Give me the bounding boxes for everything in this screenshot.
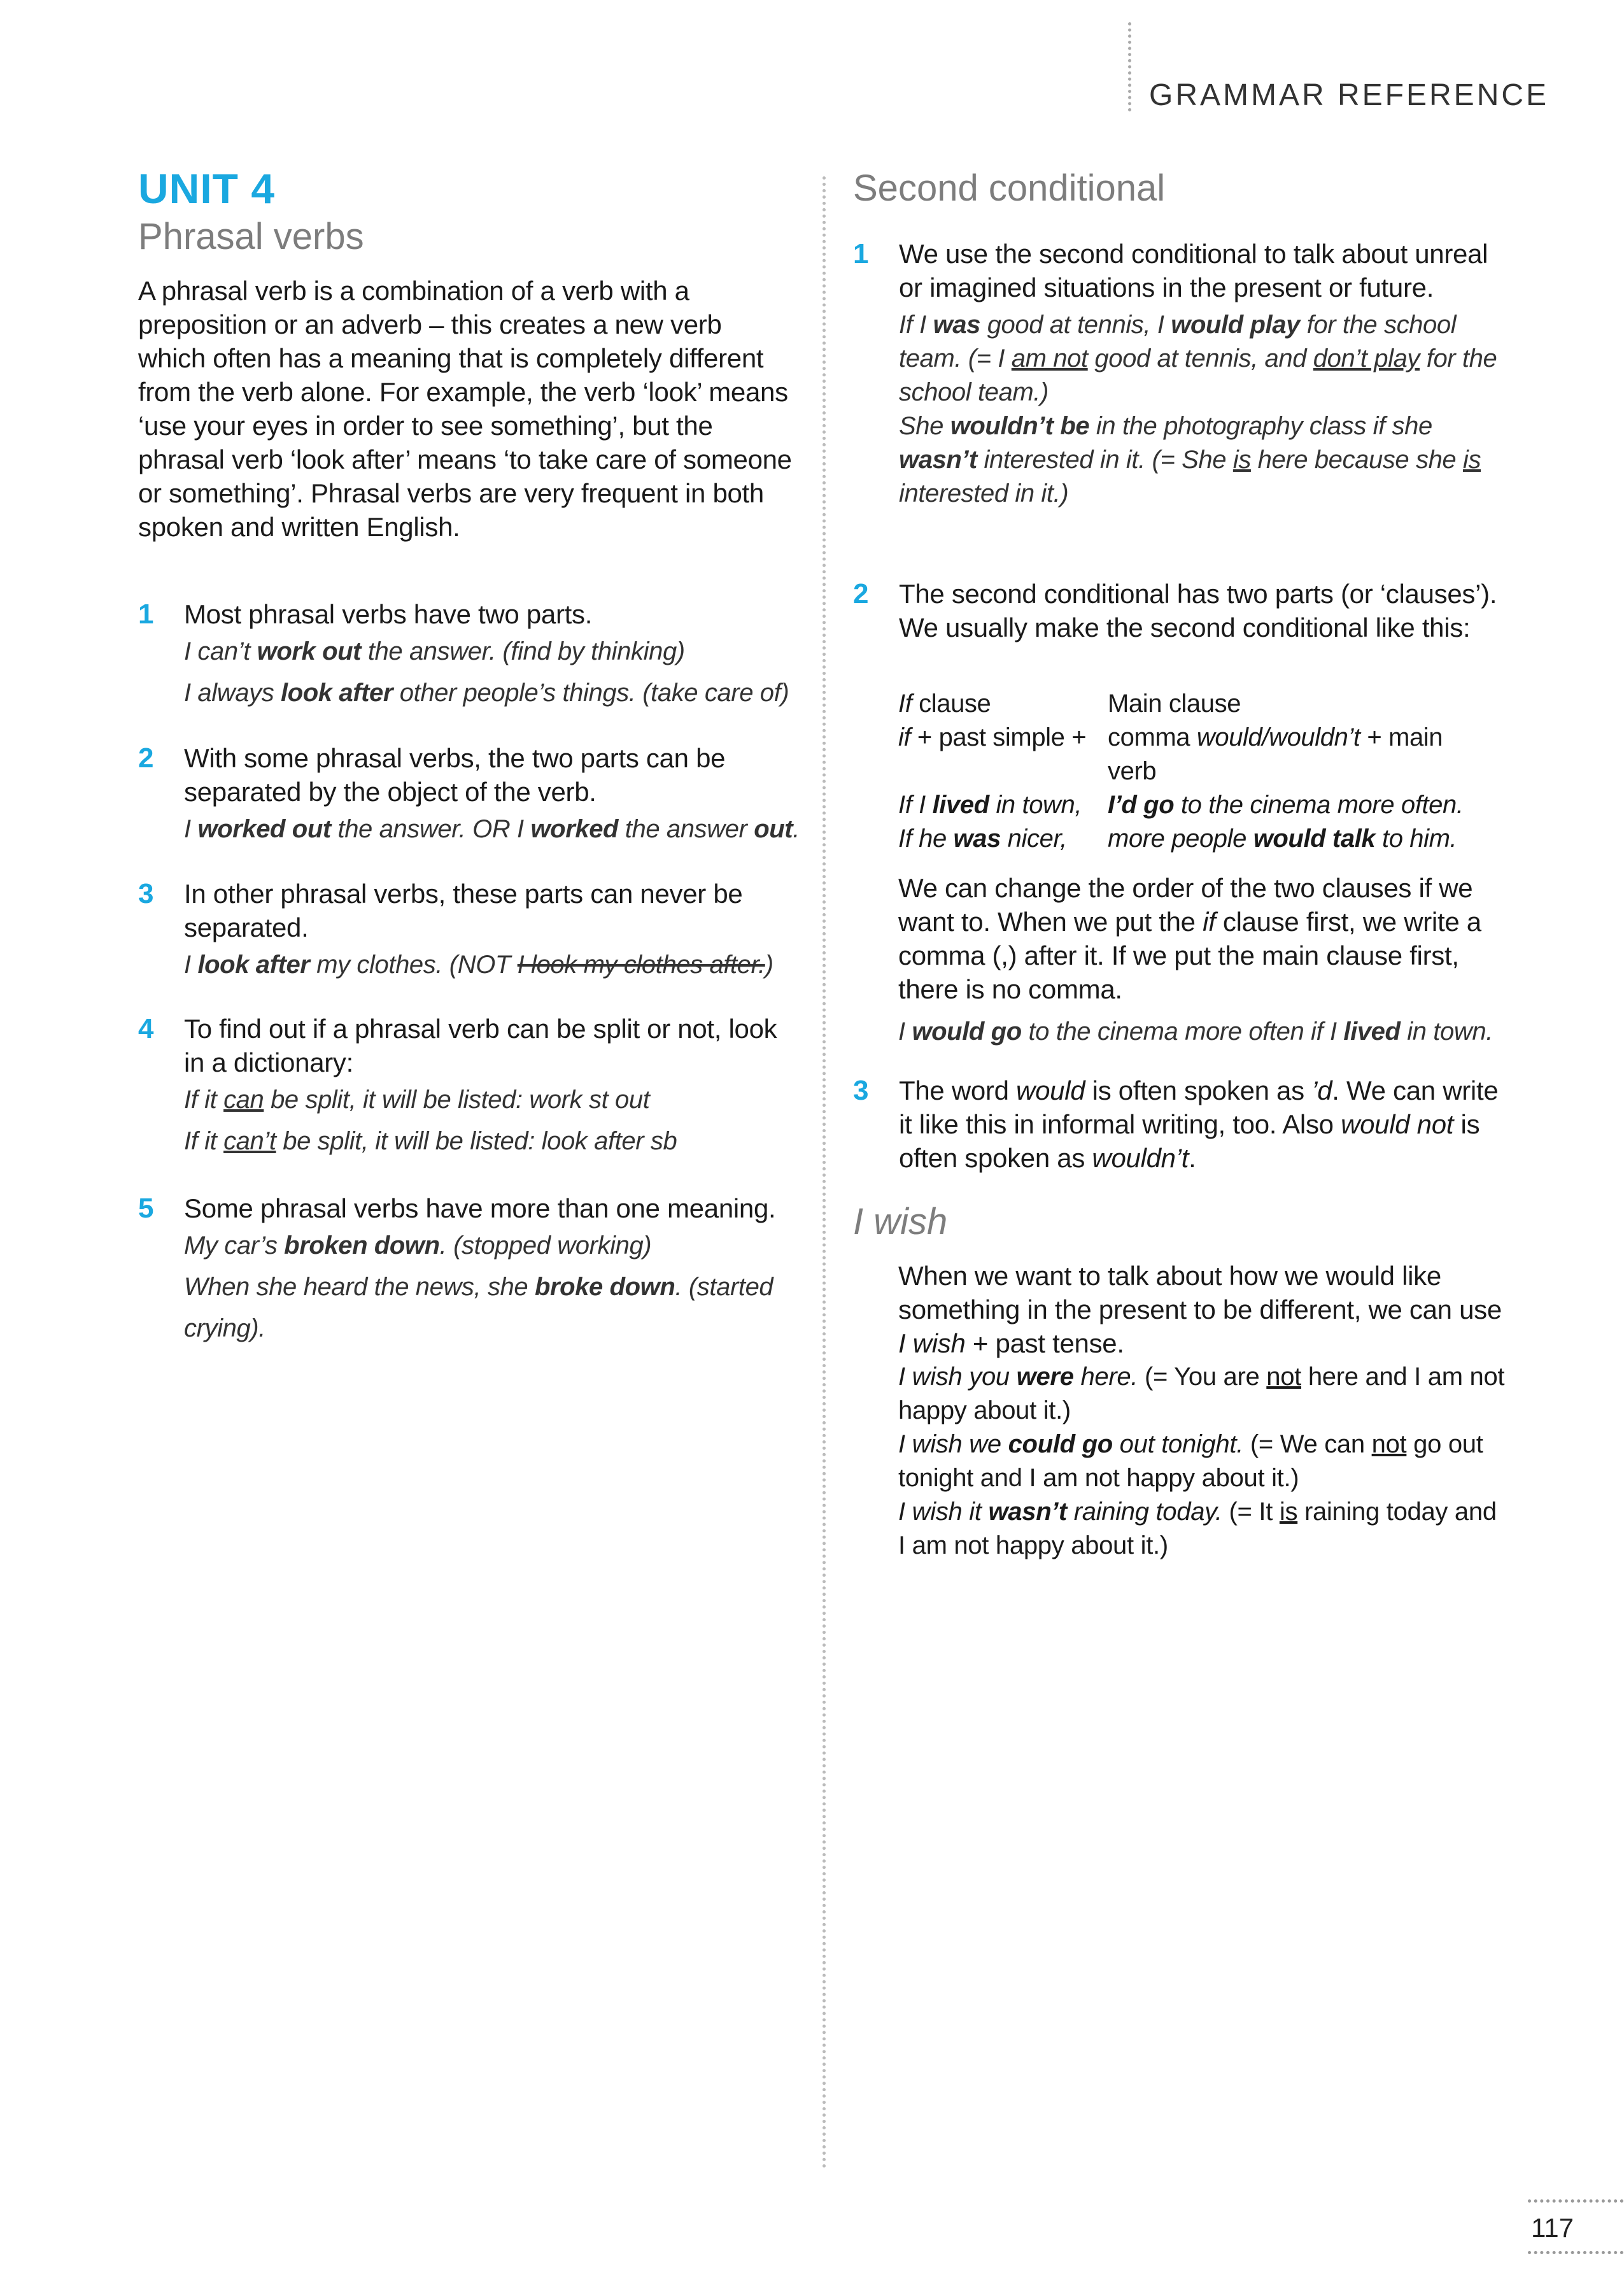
text-run: to the cinema more often if I xyxy=(1021,1018,1344,1046)
example xyxy=(184,809,800,850)
text-run: I wish we xyxy=(898,1430,1008,1458)
text-run: would not xyxy=(1341,1109,1454,1139)
text-run: not xyxy=(1266,1363,1301,1391)
text-run: I wish it xyxy=(898,1498,989,1526)
text-run: don’t play xyxy=(1313,344,1420,373)
intro-paragraph: A phrasal verb is a combination of a verb with a preposition or an adverb – this creates a new verb which often has a meaning that is completely different from the verb alone. For example, the verb ‘look’ means ‘use your eyes in order to see something’, but the phrasal verb ‘look after’ means ‘to take care of someone or something’. Phrasal verbs are very frequent in both spoken and written English. xyxy=(138,276,792,542)
text-run: wasn’t xyxy=(899,446,977,474)
rule-text: In other phrasal verbs, these parts can never be separated. xyxy=(184,879,743,942)
text-run: interested in it. (= She xyxy=(977,446,1233,474)
example xyxy=(184,631,800,672)
i-wish-heading: I wish xyxy=(853,1201,948,1242)
rule-number: 3 xyxy=(138,878,154,909)
text-run: When we want to talk about how we would like something in the present to be different, we can use xyxy=(898,1261,1502,1324)
page-number: 117 xyxy=(1531,2213,1574,2243)
text-run: If I xyxy=(898,791,933,819)
text-run: worked out xyxy=(197,815,331,843)
text-run: my clothes. (NOT xyxy=(309,951,518,979)
text-run: look after xyxy=(197,951,310,979)
rule-number: 1 xyxy=(138,599,154,630)
rule-text xyxy=(899,1074,1509,1175)
rule-text: We use the second conditional to talk about unreal or imagined situations in the present or future. xyxy=(899,239,1488,302)
text-run: If it xyxy=(184,1086,224,1114)
text-run: . (stopped working) xyxy=(439,1232,652,1260)
text-run: the answer. (find by thinking) xyxy=(361,637,685,665)
example xyxy=(184,1267,800,1349)
text-run: to him. xyxy=(1375,825,1457,853)
text-run: When she heard the news, she xyxy=(184,1273,535,1301)
rule-text: To find out if a phrasal verb can be split or not, look in a dictionary: xyxy=(184,1014,777,1077)
text-run: the answer xyxy=(618,815,754,843)
text-run: in town. xyxy=(1400,1018,1493,1046)
text-run: is often spoken as xyxy=(899,1109,1480,1173)
text-run: can’t xyxy=(223,1127,276,1155)
text-run: I xyxy=(184,951,198,979)
table-cell xyxy=(898,721,1108,788)
text-run: broke down xyxy=(534,1273,675,1301)
i-wish-text xyxy=(898,1259,1509,1360)
text-run: + past simple + xyxy=(910,723,1087,751)
text-run: out xyxy=(754,815,793,843)
text-run: raining today. xyxy=(1066,1498,1222,1526)
rule-item xyxy=(138,597,800,714)
text-run: other people’s things. (take care of) xyxy=(393,679,789,707)
text-run: If it xyxy=(184,1127,224,1155)
text-run: can xyxy=(223,1086,264,1114)
text-run: ’d xyxy=(1311,1076,1332,1105)
text-run: wouldn’t be xyxy=(950,412,1090,440)
text-run: lived xyxy=(932,791,989,819)
text-run: good at tennis, I xyxy=(980,311,1171,339)
text-run: nicer, xyxy=(1000,825,1067,853)
rule-item xyxy=(853,1074,1509,1175)
text-run: (= We can xyxy=(1243,1430,1372,1458)
text-run: is often spoken as xyxy=(1085,1076,1312,1105)
text-run: + past tense. xyxy=(965,1328,1124,1358)
text-run: (= You are xyxy=(1138,1363,1267,1391)
text-run: the answer. OR I xyxy=(330,815,531,843)
text-run: look after xyxy=(281,679,393,707)
table-header xyxy=(898,687,1108,721)
rule-item xyxy=(853,577,1509,644)
phrasal-verbs-heading: Phrasal verbs xyxy=(138,216,364,257)
rule-number: 5 xyxy=(138,1193,154,1224)
text-run: clause xyxy=(912,690,991,718)
text-run: in town, xyxy=(989,791,1082,819)
rule-text: The second conditional has two parts (or ‘clauses’). We usually make the second conditional like this: xyxy=(899,579,1497,643)
text-run: I look my clothes after. xyxy=(517,951,765,979)
clause-order-note xyxy=(898,871,1509,1006)
example xyxy=(184,1225,800,1267)
text-run: were xyxy=(1016,1363,1074,1391)
text-run: would play xyxy=(1171,311,1300,339)
text-run: here because she xyxy=(1250,446,1463,474)
table-cell xyxy=(898,788,1108,822)
conditional-table xyxy=(898,687,1464,856)
table-cell xyxy=(898,822,1108,856)
text-run: go out tonight and I am not happy about it.) xyxy=(898,1430,1483,1492)
page-number-rule xyxy=(1528,2199,1623,2203)
rule-text: With some phrasal verbs, the two parts can be separated by the object of the verb. xyxy=(184,743,726,807)
text-run: here and I am not happy about it.) xyxy=(898,1363,1505,1424)
example xyxy=(184,1121,800,1162)
text-run: lived xyxy=(1343,1018,1401,1046)
rule-item xyxy=(138,1191,800,1349)
text-run: was xyxy=(933,311,980,339)
text-run: could go xyxy=(1008,1430,1113,1458)
text-run: is xyxy=(1279,1498,1298,1526)
text-run: I wish you xyxy=(898,1363,1017,1391)
text-run: wasn’t xyxy=(988,1498,1067,1526)
text-run: not xyxy=(1371,1430,1407,1458)
text-run: would/wouldn’t xyxy=(1196,723,1360,751)
example xyxy=(898,1360,1509,1428)
text-run: She xyxy=(899,412,950,440)
example xyxy=(184,944,800,986)
text-run: would go xyxy=(912,1018,1022,1046)
text-run: Main clause xyxy=(1108,690,1241,718)
text-run: is xyxy=(1232,446,1251,474)
text-run: If he xyxy=(898,825,954,853)
text-run: If xyxy=(898,690,912,718)
example xyxy=(898,1428,1509,1495)
table-header xyxy=(1108,687,1464,721)
rule-number: 1 xyxy=(853,238,869,269)
text-run: I xyxy=(184,815,198,843)
table-cell xyxy=(1108,822,1464,856)
example xyxy=(184,1079,800,1121)
example xyxy=(898,1015,1509,1049)
text-run: for the school team.) xyxy=(899,344,1497,406)
page-number-rule xyxy=(1528,2251,1623,2254)
text-run: raining today and I am not happy about it.) xyxy=(898,1498,1497,1559)
rule-item xyxy=(138,741,800,850)
text-run: comma xyxy=(1108,723,1197,751)
text-run: wouldn’t xyxy=(1092,1143,1189,1173)
text-run: was xyxy=(953,825,1001,853)
table-cell xyxy=(1108,788,1464,822)
text-run: interested in it.) xyxy=(899,479,1069,508)
rule-text: Some phrasal verbs have more than one meaning. xyxy=(184,1193,776,1223)
text-run: good at tennis, and xyxy=(1087,344,1313,373)
rule-item xyxy=(853,237,1509,511)
text-run: out tonight. xyxy=(1112,1430,1244,1458)
text-run: I’d go xyxy=(1108,791,1175,819)
text-run: If I xyxy=(899,311,933,339)
text-run: . (started crying). xyxy=(184,1273,773,1342)
section-title: GRAMMAR REFERENCE xyxy=(1149,78,1550,112)
text-run: We can change the order of the two clauses if we want to. When we put the xyxy=(898,873,1473,937)
second-conditional-heading: Second conditional xyxy=(853,167,1166,209)
text-run: + main verb xyxy=(1108,723,1443,785)
table-cell xyxy=(1108,721,1464,788)
header-divider xyxy=(1128,22,1131,111)
text-run: (= It xyxy=(1222,1498,1280,1526)
text-run: I can’t xyxy=(184,637,257,665)
text-run: be split, it will be listed: work st out xyxy=(264,1086,650,1114)
text-run: would talk xyxy=(1253,825,1376,853)
text-run: if xyxy=(1203,907,1216,937)
text-run: would xyxy=(1016,1076,1085,1105)
text-run: My car’s xyxy=(184,1232,285,1260)
rule-number: 2 xyxy=(138,742,154,774)
text-run: for the school team. (= I xyxy=(899,311,1457,373)
column-divider xyxy=(823,176,826,2169)
rule-number: 4 xyxy=(138,1013,154,1044)
rule-text: Most phrasal verbs have two parts. xyxy=(184,599,593,629)
text-run: work out xyxy=(257,637,362,665)
text-run: I xyxy=(898,1018,912,1046)
text-run: The word xyxy=(899,1076,1017,1105)
example xyxy=(899,409,1509,511)
text-run: worked xyxy=(530,815,619,843)
text-run: am not xyxy=(1011,344,1088,373)
text-run: more people xyxy=(1108,825,1253,853)
rule-number: 3 xyxy=(853,1075,869,1106)
text-run: clause first, we write a comma (,) after it. If we put the main clause first, there is no comma. xyxy=(898,907,1481,1004)
text-run: . We can write it like this in informal writing, too. Also xyxy=(899,1076,1499,1139)
text-run: ) xyxy=(765,951,773,979)
rule-number: 2 xyxy=(853,578,869,609)
text-run: here. xyxy=(1073,1363,1138,1391)
rule-item xyxy=(138,877,800,986)
text-run: I always xyxy=(184,679,281,707)
rule-item xyxy=(138,1012,800,1162)
text-run: I wish xyxy=(898,1328,966,1358)
text-run: is xyxy=(1462,446,1481,474)
text-run: in the photography class if she xyxy=(1089,412,1432,440)
text-run: be split, it will be listed: look after sb xyxy=(276,1127,677,1155)
text-run: if xyxy=(898,723,911,751)
example xyxy=(899,308,1509,409)
i-wish-section xyxy=(898,1259,1509,1563)
example xyxy=(184,672,800,714)
text-run: to the cinema more often. xyxy=(1174,791,1464,819)
text-run: . xyxy=(793,815,800,843)
unit-heading: UNIT 4 xyxy=(138,165,276,212)
example xyxy=(898,1495,1509,1563)
text-run: broken down xyxy=(284,1232,440,1260)
text-run: . xyxy=(1189,1143,1196,1173)
